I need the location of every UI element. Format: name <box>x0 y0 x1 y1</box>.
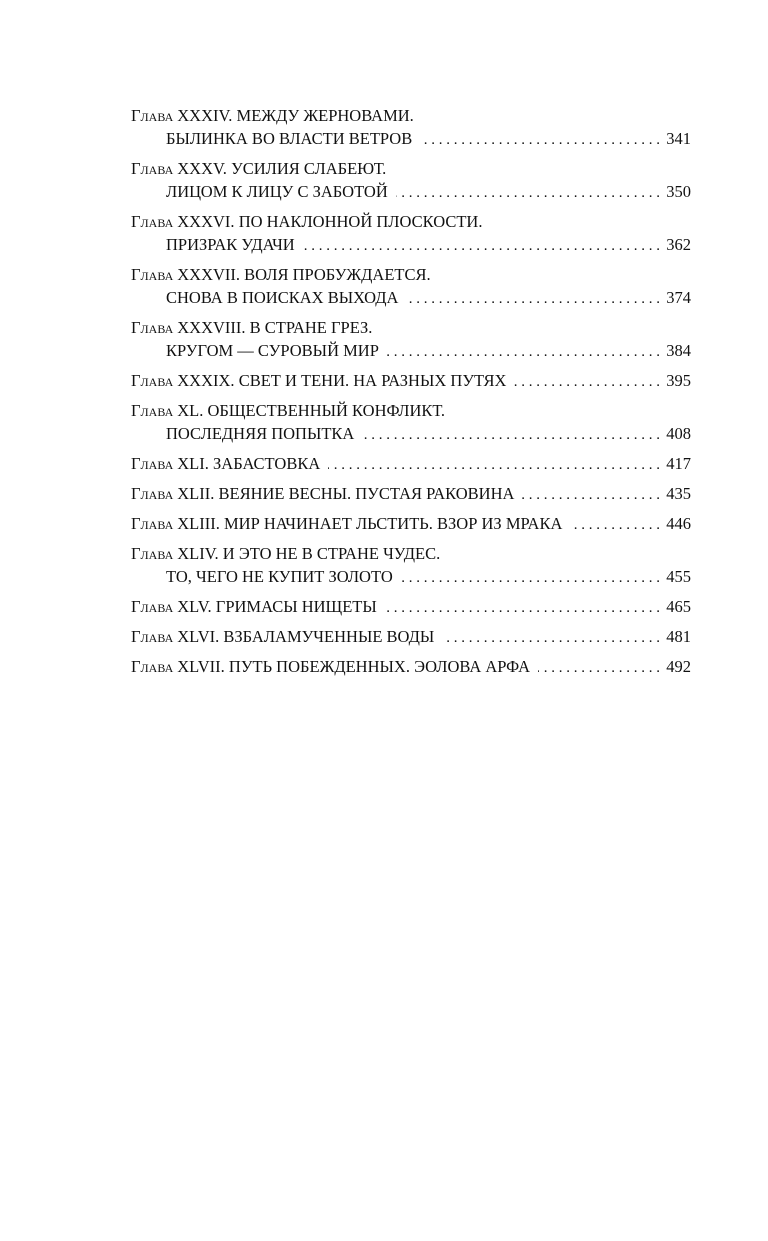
toc-entry <box>131 625 691 650</box>
toc-entry <box>131 512 691 537</box>
dot-leader <box>387 341 660 364</box>
toc-entry-heading-line <box>131 482 691 507</box>
chapter-word: Глава <box>131 318 174 337</box>
toc-entry <box>131 104 691 152</box>
chapter-number: XXXIV. <box>177 106 233 125</box>
toc-entry-subtitle-line <box>131 422 691 447</box>
chapter-word: Глава <box>131 212 174 231</box>
toc-entry <box>131 542 691 590</box>
toc-entry-heading-line <box>131 263 691 286</box>
dot-leader <box>328 454 660 477</box>
chapter-word: Глава <box>131 484 174 503</box>
chapter-subtitle: КРУГОМ — СУРОВЫЙ МИР <box>166 341 379 360</box>
toc-entry-subtitle-line <box>131 180 691 205</box>
chapter-word: Глава <box>131 265 174 284</box>
chapter-title: УСИЛИЯ СЛАБЕЮТ. <box>231 159 387 178</box>
toc-entry-heading-line <box>131 399 691 422</box>
chapter-subtitle: БЫЛИНКА ВО ВЛАСТИ ВЕТРОВ <box>166 129 413 148</box>
dot-leader <box>385 597 660 620</box>
chapter-subtitle: СНОВА В ПОИСКАХ ВЫХОДА <box>166 288 399 307</box>
toc-entry-heading-line <box>131 542 691 565</box>
toc-entry-heading-line <box>131 157 691 180</box>
chapter-number: XLVII. <box>177 657 225 676</box>
toc-entry-heading-line <box>131 655 691 680</box>
chapter-word: Глава <box>131 627 174 646</box>
chapter-number: XXXVIII. <box>177 318 246 337</box>
chapter-subtitle: ПОСЛЕДНЯЯ ПОПЫТКА <box>166 424 355 443</box>
chapter-title: ПУТЬ ПОБЕЖДЕННЫХ. ЭОЛОВА АРФА <box>228 657 531 676</box>
chapter-title: ПО НАКЛОННОЙ ПЛОСКОСТИ. <box>238 212 483 231</box>
chapter-title: ВЗБАЛАМУЧЕННЫЕ ВОДЫ <box>223 627 435 646</box>
toc-entry-heading-line <box>131 595 691 620</box>
page-number: 417 <box>666 454 691 473</box>
dot-leader <box>396 182 660 205</box>
chapter-word: Глава <box>131 454 174 473</box>
chapter-number: XLIII. <box>177 514 220 533</box>
toc-entry <box>131 157 691 205</box>
toc-entry-heading-line <box>131 104 691 127</box>
dot-leader <box>401 567 660 590</box>
page-number: 481 <box>666 627 691 646</box>
toc-entry-subtitle-line <box>131 233 691 258</box>
page-number: 341 <box>666 129 691 148</box>
dot-leader <box>362 424 660 447</box>
chapter-number: XXXIX. <box>177 371 235 390</box>
page-number: 465 <box>666 597 691 616</box>
page-number: 446 <box>666 514 691 533</box>
chapter-number: XLV. <box>177 597 212 616</box>
table-of-contents <box>131 104 691 685</box>
toc-entry-subtitle-line <box>131 565 691 590</box>
chapter-subtitle: ПРИЗРАК УДАЧИ <box>166 235 295 254</box>
dot-leader <box>303 235 660 258</box>
chapter-word: Глава <box>131 106 174 125</box>
dot-leader <box>420 129 660 152</box>
page-number: 374 <box>666 288 691 307</box>
page-number: 362 <box>666 235 691 254</box>
chapter-word: Глава <box>131 371 174 390</box>
page-number: 384 <box>666 341 691 360</box>
page-number: 492 <box>666 657 691 676</box>
chapter-number: XL. <box>177 401 204 420</box>
chapter-number: XXXV. <box>177 159 227 178</box>
toc-entry-heading-line <box>131 625 691 650</box>
dot-leader <box>538 657 660 680</box>
dot-leader <box>406 288 660 311</box>
chapter-word: Глава <box>131 514 174 533</box>
chapter-number: XXXVI. <box>177 212 235 231</box>
toc-entry <box>131 595 691 620</box>
chapter-word: Глава <box>131 401 174 420</box>
toc-entry-subtitle-line <box>131 339 691 364</box>
chapter-title: МИР НАЧИНАЕТ ЛЬСТИТЬ. ВЗОР ИЗ МРАКА <box>224 514 563 533</box>
chapter-title: ВОЛЯ ПРОБУЖДАЕТСЯ. <box>244 265 431 284</box>
chapter-title: ЗАБАСТОВКА <box>213 454 321 473</box>
toc-entry <box>131 316 691 364</box>
chapter-title: И ЭТО НЕ В СТРАНЕ ЧУДЕС. <box>222 544 441 563</box>
chapter-title: ОБЩЕСТВЕННЫЙ КОНФЛИКТ. <box>207 401 445 420</box>
page-number: 395 <box>666 371 691 390</box>
chapter-title: ВЕЯНИЕ ВЕСНЫ. ПУСТАЯ РАКОВИНА <box>218 484 515 503</box>
chapter-title: СВЕТ И ТЕНИ. НА РАЗНЫХ ПУТЯХ <box>238 371 507 390</box>
chapter-subtitle: ТО, ЧЕГО НЕ КУПИТ ЗОЛОТО <box>166 567 393 586</box>
chapter-word: Глава <box>131 159 174 178</box>
chapter-word: Глава <box>131 597 174 616</box>
toc-entry <box>131 210 691 258</box>
dot-leader <box>570 514 660 537</box>
toc-entry <box>131 452 691 477</box>
toc-entry <box>131 482 691 507</box>
toc-entry <box>131 369 691 394</box>
toc-entry-subtitle-line <box>131 286 691 311</box>
chapter-number: XXXVII. <box>177 265 241 284</box>
page-number: 455 <box>666 567 691 586</box>
dot-leader <box>514 371 660 394</box>
toc-entry <box>131 655 691 680</box>
toc-entry-heading-line <box>131 316 691 339</box>
chapter-word: Глава <box>131 544 174 563</box>
dot-leader <box>442 627 660 650</box>
chapter-number: XLII. <box>177 484 215 503</box>
chapter-title: МЕЖДУ ЖЕРНОВАМИ. <box>236 106 414 125</box>
toc-entry <box>131 263 691 311</box>
chapter-subtitle: ЛИЦОМ К ЛИЦУ С ЗАБОТОЙ <box>166 182 388 201</box>
chapter-number: XLIV. <box>177 544 219 563</box>
chapter-word: Глава <box>131 657 174 676</box>
chapter-number: XLI. <box>177 454 209 473</box>
chapter-title: ГРИМАСЫ НИЩЕТЫ <box>215 597 377 616</box>
chapter-number: XLVI. <box>177 627 220 646</box>
dot-leader <box>522 484 660 507</box>
page-number: 408 <box>666 424 691 443</box>
toc-entry-heading-line <box>131 452 691 477</box>
toc-entry-subtitle-line <box>131 127 691 152</box>
toc-entry <box>131 399 691 447</box>
toc-entry-heading-line <box>131 369 691 394</box>
page-number: 350 <box>666 182 691 201</box>
toc-entry-heading-line <box>131 512 691 537</box>
toc-entry-heading-line <box>131 210 691 233</box>
page-number: 435 <box>666 484 691 503</box>
chapter-title: В СТРАНЕ ГРЕЗ. <box>249 318 373 337</box>
